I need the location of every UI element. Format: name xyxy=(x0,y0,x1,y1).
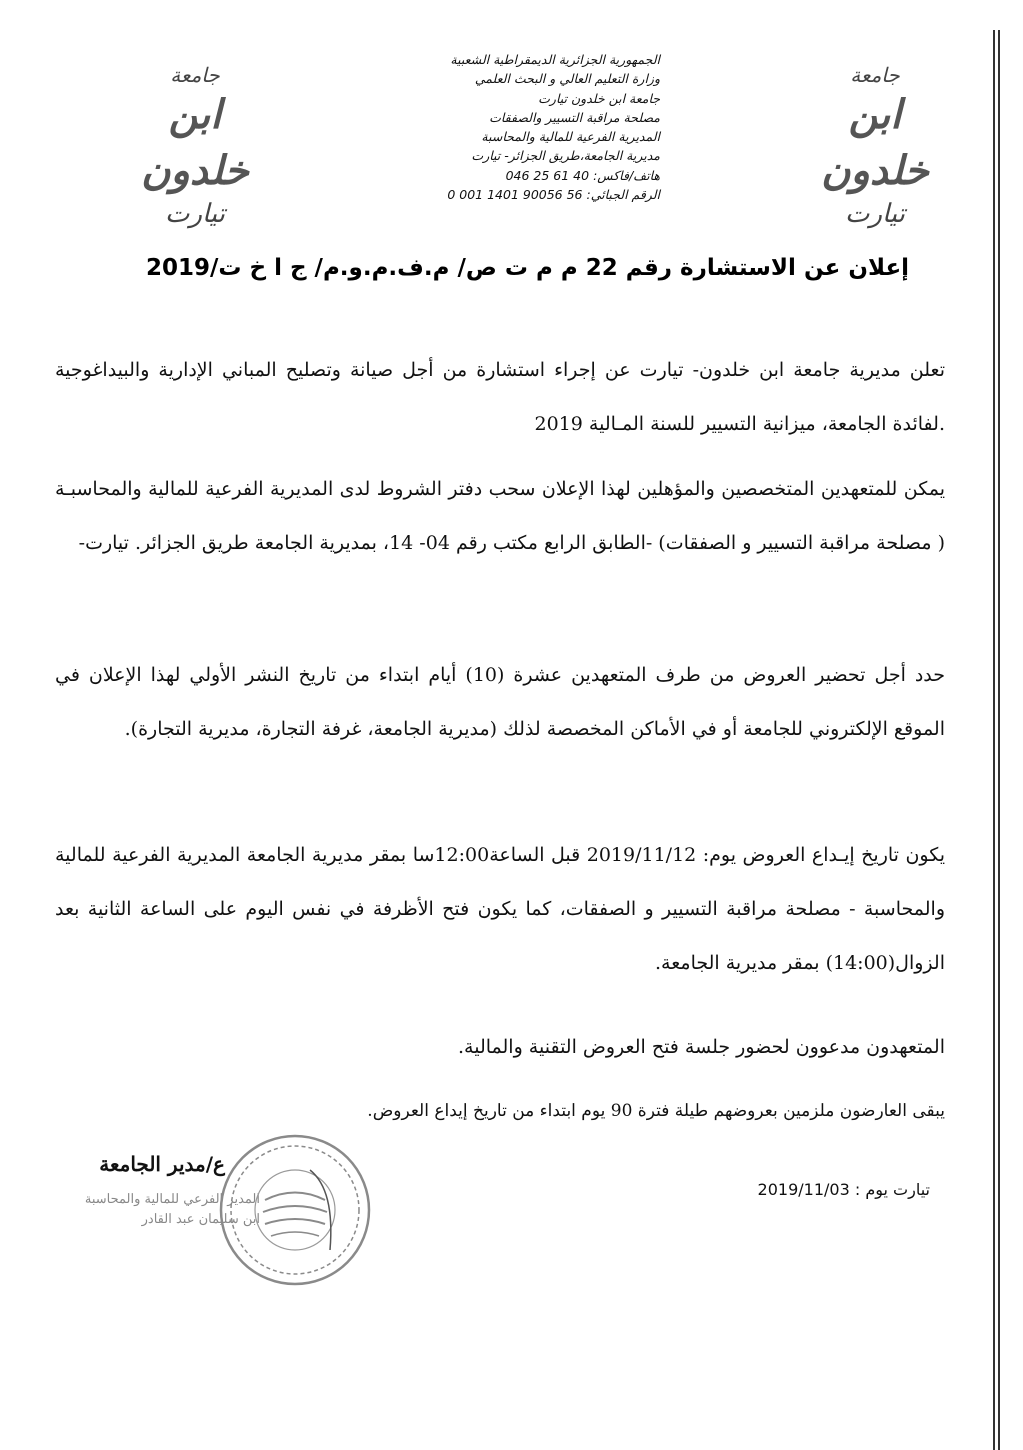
university-logo-left xyxy=(120,55,270,229)
header-phone-value: 046 25 61 40 xyxy=(505,167,590,183)
date-value: 2019/11/03 xyxy=(757,1180,850,1199)
header-subdirectorate: المديرية الفرعية للمالية والمحاسبة xyxy=(481,129,660,145)
page-border-rule-inner xyxy=(998,30,1000,1450)
header-ministry: وزارة التعليم العالي و البحث العلمي xyxy=(474,71,660,87)
paragraph-deadline: حدد أجل تحضير العروض من طرف المتعهدين عشرة (10) أيام ابتداء من تاريخ النشر الأولي لهذا الإعلان في الموقع الإلكتروني للجامعة أو في الأماكن المخصصة لذلك (مديرية الجامعة، غرفة التجارة، مديرية التجارة). xyxy=(55,664,946,740)
page-border-rule xyxy=(993,30,995,1450)
signature-line-2: ابن سليمان عبد القادر xyxy=(141,1212,260,1227)
announcement-title: إعلان عن الاستشارة رقم 22 م م ت ص/ م.ف.م.و.م/ ج ا خ ت/2019 xyxy=(145,255,910,281)
paragraph-submission: يكون تاريخ إيـداع العروض يوم: 2019/11/12 قبل الساعة12:00سا بمقر مديرية الجامعة المديرية الفرعية للمالية والمحاسبة - مصلحة مراقبة التسيير و الصفقات، كما يكون فتح الأظرفة في نفس اليوم على الساعة الثانية بعد الزوال(14:00) بمقر مديرية الجامعة. xyxy=(55,844,946,974)
header-phone xyxy=(330,166,660,185)
paragraph-invitation: المتعهدون مدعوون لحضور جلسة فتح العروض التقنية والمالية. xyxy=(458,1036,945,1058)
official-stamp xyxy=(215,1130,375,1290)
logo-line-3: تيارت xyxy=(844,199,906,229)
header-service: مصلحة مراقبة التسيير والصفقات xyxy=(489,109,660,125)
header-republic: الجمهورية الجزائرية الديمقراطية الشعبية xyxy=(450,52,660,67)
university-logo-right xyxy=(800,55,950,229)
header-phone-label: هاتف/فاكس: xyxy=(593,167,660,183)
signature-line-1: المدير الفرعي للمالية والمحاسبة xyxy=(84,1192,260,1207)
header-tax xyxy=(330,185,660,204)
logo-line-1: جامعة xyxy=(850,63,900,87)
paragraph-validity: يبقى العارضون ملزمين بعروضهم طيلة فترة 90 يوم ابتداء من تاريخ إيداع العروض. xyxy=(367,1101,945,1121)
logo-line-2: ابن خلدون xyxy=(821,91,929,194)
paragraph-specifications: يمكن للمتعهدين المتخصصين والمؤهلين لهذا الإعلان سحب دفتر الشروط لدى المديرية الفرعية للمالية والمحاسبـة ( مصلحة مراقبة التسيير و الصفقات) -الطابق الرابع مكتب رقم 04- 14، بمديرية الجامعة طريق الجزائر. تيارت- xyxy=(55,478,945,554)
signatory-title: ع/مدير الجامعة xyxy=(99,1152,225,1176)
logo-line-1: جامعة xyxy=(170,63,220,87)
logo-line-2: ابن خلدون xyxy=(141,91,249,194)
logo-line-3: تيارت xyxy=(164,199,226,229)
header-tax-value: 0 001 1401 90056 56 xyxy=(447,187,583,203)
header-university: جامعة ابن خلدون تيارت xyxy=(538,90,660,106)
paragraph-consultation: تعلن مديرية جامعة ابن خلدون- تيارت عن إجراء استشارة من أجل صيانة وتصليح المباني الإدارية والبيداغوجية .لفائدة الجامعة، ميزانية التسيير للسنة المـالية 2019 xyxy=(55,359,945,435)
document-date xyxy=(700,1180,930,1199)
header-address: مديرية الجامعة،طريق الجزائر- تيارت xyxy=(471,148,660,164)
letterhead xyxy=(330,50,660,204)
date-label: تيارت يوم : xyxy=(854,1180,930,1199)
header-tax-label: الرقم الجبائي: xyxy=(586,187,660,203)
